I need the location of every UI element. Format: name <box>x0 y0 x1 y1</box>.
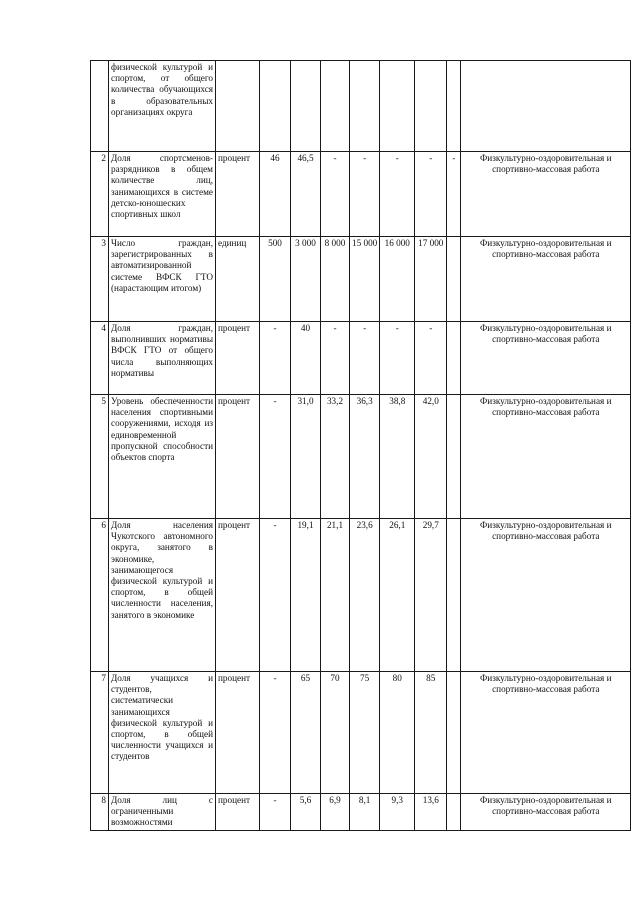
value-cell: - <box>260 519 291 672</box>
value-cell: 85 <box>415 672 447 794</box>
value-cell: - <box>260 395 291 519</box>
indicator-name-cell: Доля учащихся и студентов, систематически занимающихся физической культурой и спортом, в общей численности учащихся и студентов <box>109 672 216 794</box>
value-cell: - <box>350 152 380 237</box>
value-cell: - <box>380 322 415 395</box>
table-row <box>91 519 631 672</box>
value-cell: 6,9 <box>321 794 350 831</box>
value-cell <box>447 672 461 794</box>
value-cell <box>291 61 321 152</box>
section-cell: Физкультурно-оздоровительная и спортивно-массовая работа <box>461 395 631 519</box>
indicator-name-cell: Число граждан, зарегистрированных в автоматизированной системе ВФСК ГТО (нарастающим итогом) <box>109 237 216 322</box>
row-number-cell: 2 <box>91 152 109 237</box>
value-cell: 13,6 <box>415 794 447 831</box>
value-cell <box>321 61 350 152</box>
value-cell <box>447 61 461 152</box>
indicator-name-cell: Доля граждан, выполнивших нормативы ВФСК ГТО от общего числа выполняющих нормативы <box>109 322 216 395</box>
value-cell <box>260 61 291 152</box>
value-cell: 75 <box>350 672 380 794</box>
value-cell: 19,1 <box>291 519 321 672</box>
table-row <box>91 61 631 152</box>
value-cell: 3 000 <box>291 237 321 322</box>
section-cell: Физкультурно-оздоровительная и спортивно-массовая работа <box>461 519 631 672</box>
value-cell: - <box>415 322 447 395</box>
unit-cell: процент <box>216 152 260 237</box>
unit-cell: единиц <box>216 237 260 322</box>
value-cell: 42,0 <box>415 395 447 519</box>
row-number-cell: 3 <box>91 237 109 322</box>
value-cell: 40 <box>291 322 321 395</box>
value-cell: 15 000 <box>350 237 380 322</box>
indicator-name-cell: Доля лиц с ограниченными возможностями <box>109 794 216 831</box>
table-row <box>91 395 631 519</box>
value-cell <box>415 61 447 152</box>
value-cell <box>380 61 415 152</box>
value-cell: 9,3 <box>380 794 415 831</box>
value-cell: 500 <box>260 237 291 322</box>
value-cell: - <box>447 152 461 237</box>
value-cell: 26,1 <box>380 519 415 672</box>
section-cell: Физкультурно-оздоровительная и спортивно-массовая работа <box>461 322 631 395</box>
value-cell: 23,6 <box>350 519 380 672</box>
indicator-name-cell: физической культурой и спортом, от общего количества обучающихся в образовательных организациях округа <box>109 61 216 152</box>
indicator-name-cell: Уровень обеспеченности населения спортивными сооружениями, исходя из единовременной пропускной способности объектов спорта <box>109 395 216 519</box>
table-row <box>91 672 631 794</box>
section-cell <box>461 61 631 152</box>
value-cell: 16 000 <box>380 237 415 322</box>
value-cell: - <box>380 152 415 237</box>
value-cell: 8 000 <box>321 237 350 322</box>
value-cell <box>447 395 461 519</box>
section-cell: Физкультурно-оздоровительная и спортивно-массовая работа <box>461 237 631 322</box>
value-cell <box>447 794 461 831</box>
value-cell: - <box>260 322 291 395</box>
unit-cell: процент <box>216 395 260 519</box>
value-cell: 17 000 <box>415 237 447 322</box>
value-cell: 46 <box>260 152 291 237</box>
row-number-cell <box>91 61 109 152</box>
value-cell: 70 <box>321 672 350 794</box>
unit-cell: процент <box>216 519 260 672</box>
value-cell <box>447 237 461 322</box>
value-cell: - <box>415 152 447 237</box>
unit-cell: процент <box>216 672 260 794</box>
section-cell: Физкультурно-оздоровительная и спортивно-массовая работа <box>461 672 631 794</box>
row-number-cell: 6 <box>91 519 109 672</box>
table-row <box>91 237 631 322</box>
value-cell: 29,7 <box>415 519 447 672</box>
indicators-table <box>90 60 631 831</box>
section-cell: Физкультурно-оздоровительная и спортивно-массовая работа <box>461 152 631 237</box>
value-cell: 36,3 <box>350 395 380 519</box>
value-cell: - <box>260 794 291 831</box>
section-cell: Физкультурно-оздоровительная и спортивно-массовая работа <box>461 794 631 831</box>
table-row <box>91 794 631 831</box>
value-cell: 33,2 <box>321 395 350 519</box>
row-number-cell: 5 <box>91 395 109 519</box>
unit-cell: процент <box>216 794 260 831</box>
value-cell: 5,6 <box>291 794 321 831</box>
indicator-name-cell: Доля населения Чукотского автономного округа, занятого в экономике, занимающегося физической культурой и спортом, в общей численности населения, занятого в экономике <box>109 519 216 672</box>
value-cell: - <box>321 152 350 237</box>
value-cell <box>447 322 461 395</box>
value-cell: 46,5 <box>291 152 321 237</box>
value-cell: 80 <box>380 672 415 794</box>
unit-cell <box>216 61 260 152</box>
table-body <box>91 61 631 831</box>
value-cell <box>350 61 380 152</box>
value-cell: 31,0 <box>291 395 321 519</box>
value-cell: 21,1 <box>321 519 350 672</box>
value-cell <box>447 519 461 672</box>
row-number-cell: 8 <box>91 794 109 831</box>
value-cell: 8,1 <box>350 794 380 831</box>
value-cell: 65 <box>291 672 321 794</box>
value-cell: - <box>321 322 350 395</box>
row-number-cell: 7 <box>91 672 109 794</box>
value-cell: - <box>260 672 291 794</box>
row-number-cell: 4 <box>91 322 109 395</box>
table-row <box>91 152 631 237</box>
indicator-name-cell: Доля спортсменов-разрядников в общем количестве лиц, занимающихся в системе детско-юношеских спортивных школ <box>109 152 216 237</box>
unit-cell: процент <box>216 322 260 395</box>
value-cell: 38,8 <box>380 395 415 519</box>
value-cell: - <box>350 322 380 395</box>
table-row <box>91 322 631 395</box>
